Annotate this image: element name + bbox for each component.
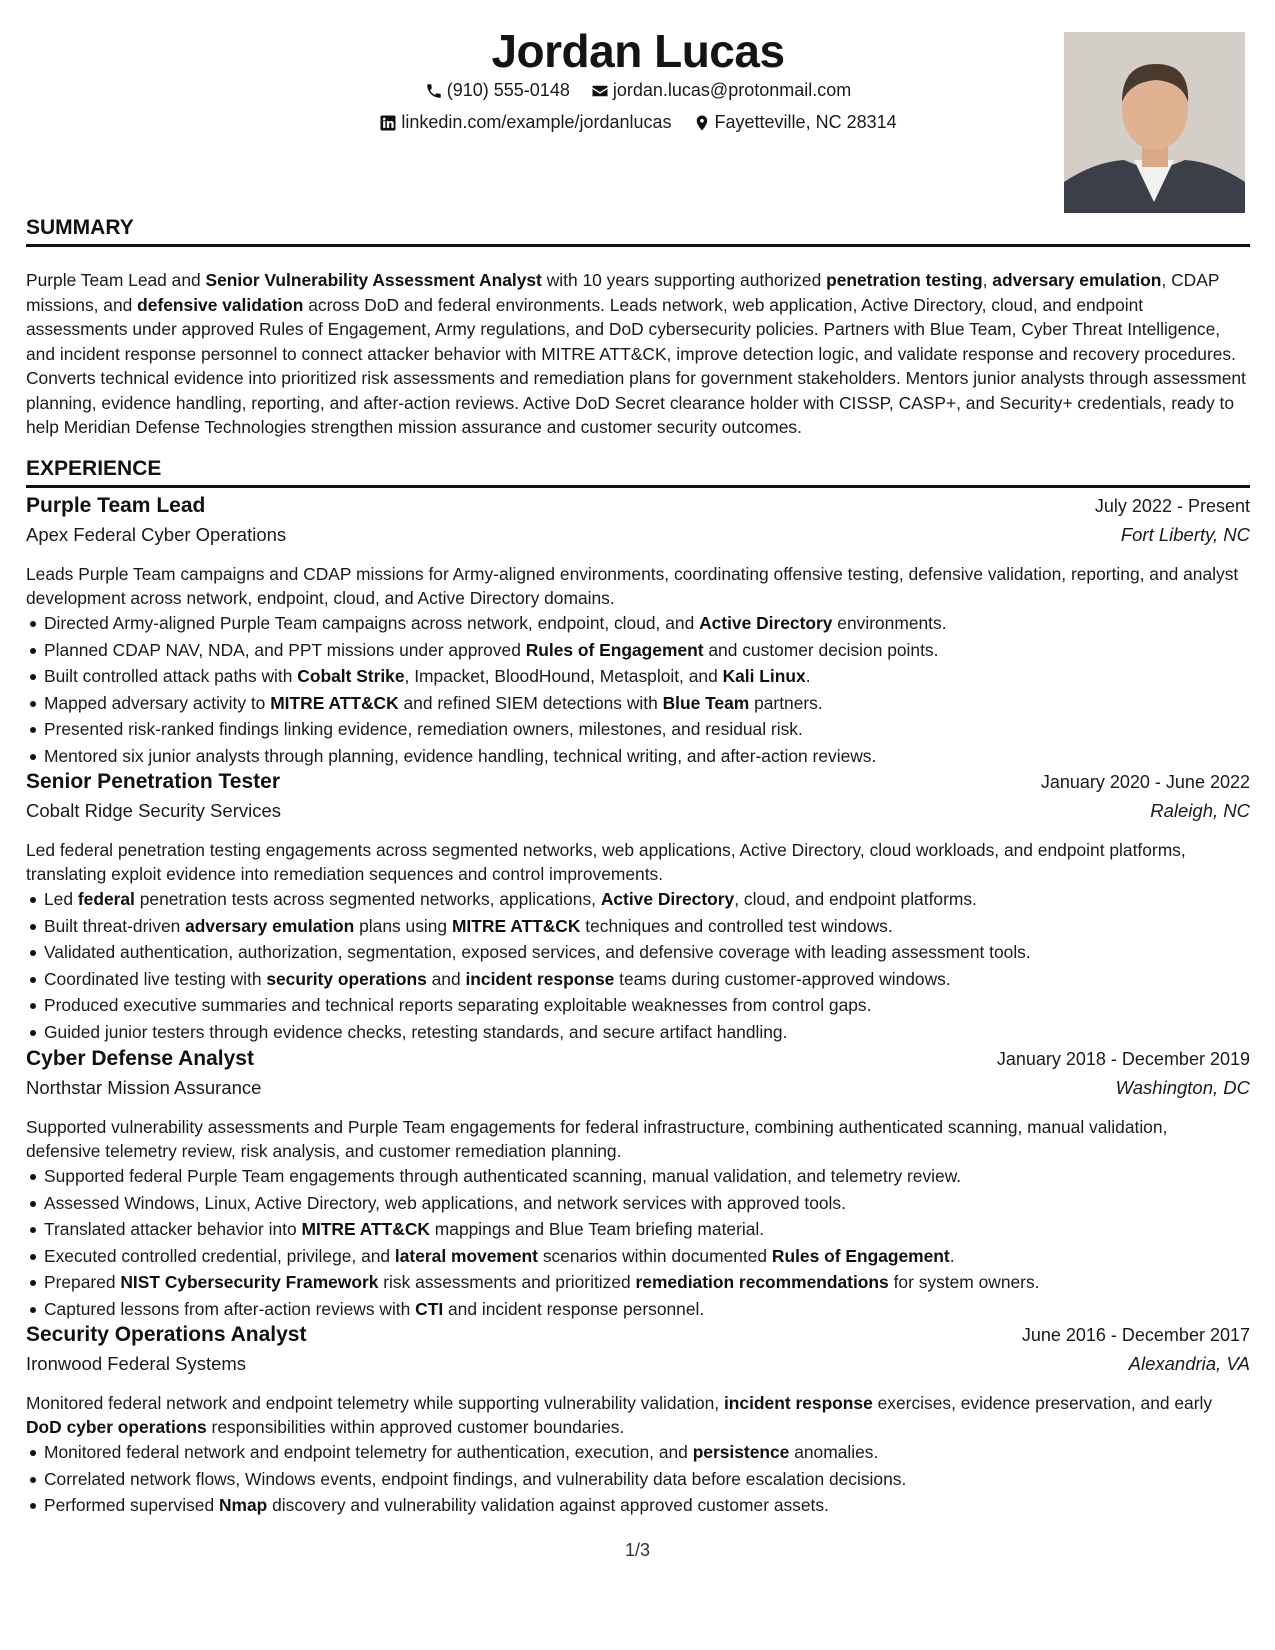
job-bullet <box>44 663 1250 690</box>
job-bullet-text: and incident response personnel. <box>443 1298 705 1319</box>
job-bullet-emphasis: MITRE ATT&CK <box>451 915 581 936</box>
job-title: Cyber Defense Analyst <box>26 1047 254 1070</box>
job-title: Security Operations Analyst <box>26 1323 307 1346</box>
job-bullet <box>44 743 1250 770</box>
job-bullet <box>44 637 1250 664</box>
job-description <box>26 838 1242 886</box>
job-company-row <box>26 800 1250 832</box>
job-bullet <box>44 1243 1250 1270</box>
job-bullet-text: Directed Army-aligned Purple Team campaigns across network, endpoint, cloud, and <box>44 613 700 633</box>
job-bullet-text: mappings and Blue Team briefing material. <box>429 1219 765 1239</box>
summary-paragraph <box>26 268 1246 440</box>
job-bullet-list <box>26 886 1250 1045</box>
job-bullet-text: . <box>805 666 811 686</box>
job-bullet-emphasis: Active Directory <box>699 613 833 633</box>
job-bullet <box>44 1492 1250 1519</box>
linkedin-icon <box>379 114 397 132</box>
job-bullet-text: environments. <box>832 613 947 633</box>
job-bullet-emphasis: Nmap <box>218 1495 268 1515</box>
job-company-row <box>26 524 1250 556</box>
job-dates: January 2020 - June 2022 <box>1040 772 1250 792</box>
job-bullet <box>44 690 1250 717</box>
job-bullet-list <box>26 1439 1250 1519</box>
job-bullet-emphasis: persistence <box>692 1442 790 1462</box>
email-address[interactable]: jordan.lucas@protonmail.com <box>612 80 852 100</box>
candidate-name: Jordan Lucas <box>491 25 785 77</box>
job-bullet-emphasis: NIST Cybersecurity Framework <box>120 1272 379 1292</box>
job-location: Fort Liberty, NC <box>1120 524 1250 545</box>
summary-text: with 10 years supporting authorized <box>541 270 827 290</box>
job-dates: January 2018 - December 2019 <box>996 1049 1250 1069</box>
job-entry <box>26 770 1250 1045</box>
job-bullet-text: Supported federal Purple Team engagements through authenticated scanning, manual validation, and telemetry review. <box>44 1166 962 1186</box>
profile-photo <box>1064 32 1245 213</box>
job-entry <box>26 494 1250 769</box>
job-bullet <box>44 716 1250 743</box>
job-bullet-text: scenarios within documented <box>537 1245 772 1266</box>
job-description-text: Monitored federal network and endpoint telemetry while supporting vulnerability validation, <box>26 1393 724 1413</box>
job-bullet-text: Led <box>44 889 78 909</box>
job-description-text: exercises, evidence preservation, and early <box>872 1393 1213 1413</box>
job-bullet-text: Mapped adversary activity to <box>44 692 271 713</box>
job-location: Alexandria, VA <box>1128 1353 1250 1374</box>
job-bullet-text: and <box>426 968 466 989</box>
job-company-row <box>26 1077 1250 1109</box>
job-description <box>26 1391 1242 1439</box>
job-title-row <box>26 1047 1250 1077</box>
job-bullet <box>44 1439 1250 1466</box>
job-bullet-emphasis: Rules of Engagement <box>771 1245 950 1266</box>
job-bullet-text: anomalies. <box>789 1442 879 1462</box>
job-bullet-text: . <box>949 1245 955 1266</box>
job-bullet-text: Mentored six junior analysts through planning, evidence handling, technical writing, and after-action reviews. <box>44 745 877 766</box>
job-bullet-text: , cloud, and endpoint platforms. <box>734 889 977 909</box>
job-bullet-emphasis: Kali Linux <box>722 666 806 686</box>
job-bullet-emphasis: adversary emulation <box>185 915 355 936</box>
summary-emphasis: adversary emulation <box>992 270 1162 290</box>
job-bullet-text: risk assessments and prioritized <box>378 1272 636 1292</box>
job-bullet-text: Monitored federal network and endpoint telemetry for authentication, execution, and <box>44 1442 693 1462</box>
job-bullet-list <box>26 610 1250 769</box>
job-bullet-text: techniques and controlled test windows. <box>580 915 893 936</box>
job-bullet-emphasis: Blue Team <box>662 692 750 713</box>
job-bullet <box>44 610 1250 637</box>
job-bullet-emphasis: security operations <box>266 968 427 989</box>
summary-emphasis: defensive validation <box>137 294 304 315</box>
job-bullet-text: and customer decision points. <box>703 639 939 660</box>
job-bullet <box>44 913 1250 940</box>
summary-text: Purple Team Lead and <box>26 270 206 290</box>
linkedin-contact[interactable] <box>379 112 671 133</box>
job-bullet-text: Built threat-driven <box>44 915 186 936</box>
job-bullet-emphasis: incident response <box>465 968 615 989</box>
experience-heading: EXPERIENCE <box>26 457 1250 488</box>
job-bullet-text: Produced executive summaries and technical reports separating exploitable weaknesses from control gaps. <box>44 995 872 1015</box>
job-bullet-text: Prepared <box>44 1272 121 1292</box>
job-bullet-text: Guided junior testers through evidence checks, retesting standards, and secure artifact handling. <box>44 1021 788 1042</box>
summary-text: , <box>982 270 993 290</box>
page-number: 1/3 <box>624 1540 651 1560</box>
location-text: Fayetteville, NC 28314 <box>714 112 897 132</box>
job-company: Northstar Mission Assurance <box>26 1077 262 1098</box>
job-bullet-emphasis: remediation recommendations <box>635 1272 889 1292</box>
job-bullet <box>44 939 1250 966</box>
envelope-icon <box>591 82 609 100</box>
job-location: Washington, DC <box>1115 1077 1250 1098</box>
job-bullet-text: teams during customer-approved windows. <box>614 968 951 989</box>
job-bullet-text: partners. <box>749 692 823 713</box>
job-location: Raleigh, NC <box>1150 800 1250 821</box>
job-bullet-text: and refined SIEM detections with <box>398 692 663 713</box>
job-bullet <box>44 966 1250 993</box>
job-bullet-emphasis: Cobalt Strike <box>297 666 405 686</box>
job-bullet-text: , Impacket, BloodHound, Metasploit, and <box>404 666 723 686</box>
job-title: Purple Team Lead <box>26 494 206 517</box>
phone-number: (910) 555-0148 <box>446 80 570 100</box>
job-company: Apex Federal Cyber Operations <box>26 524 287 545</box>
job-dates: July 2022 - Present <box>1094 496 1250 516</box>
job-description-text: Supported vulnerability assessments and Purple Team engagements for federal infrastructure, combining authenticated scanning, manual validation, defensive telemetry review, risk analysis, and customer remediation planning. <box>26 1117 1168 1161</box>
phone-icon <box>425 82 443 100</box>
job-bullet-text: Validated authentication, authorization, segmentation, exposed services, and defensive coverage with leading assessment tools. <box>44 942 1031 962</box>
job-bullet-text: penetration tests across segmented networks, applications, <box>134 889 601 909</box>
job-bullet-text: Presented risk-ranked findings linking evidence, remediation owners, milestones, and residual risk. <box>44 719 803 739</box>
job-company: Ironwood Federal Systems <box>26 1353 247 1374</box>
job-bullet <box>44 1190 1250 1217</box>
job-entry <box>26 1323 1250 1519</box>
job-bullet-emphasis: Rules of Engagement <box>525 639 704 660</box>
job-bullet <box>44 1269 1250 1296</box>
job-dates: June 2016 - December 2017 <box>1021 1325 1250 1345</box>
job-bullet-text: Planned CDAP NAV, NDA, and PPT missions under approved <box>44 639 526 660</box>
summary-heading: SUMMARY <box>26 216 1250 247</box>
job-description <box>26 1115 1242 1163</box>
job-bullet-text: Performed supervised <box>44 1495 219 1515</box>
job-bullet-emphasis: MITRE ATT&CK <box>301 1219 430 1239</box>
job-bullet-list <box>26 1163 1250 1322</box>
job-title-row <box>26 770 1250 800</box>
job-bullet-emphasis: CTI <box>415 1298 444 1319</box>
job-bullet-text: Coordinated live testing with <box>44 968 267 989</box>
summary-text: , CDAP missions, and <box>26 270 1220 315</box>
job-bullet <box>44 1019 1250 1046</box>
job-entry <box>26 1047 1250 1322</box>
job-title-row <box>26 1323 1250 1353</box>
job-company-row <box>26 1353 1250 1385</box>
job-description-text: responsibilities within approved customer boundaries. <box>206 1417 625 1437</box>
job-bullet <box>44 1163 1250 1190</box>
job-bullet-text: Built controlled attack paths with <box>44 666 298 686</box>
job-bullet <box>44 886 1250 913</box>
email-contact[interactable] <box>591 80 851 101</box>
job-bullet-text: Executed controlled credential, privilege, and <box>44 1245 395 1266</box>
job-bullet-emphasis: federal <box>77 889 135 909</box>
resume-header <box>26 20 1250 220</box>
job-bullet-text: Correlated network flows, Windows events, endpoint findings, and vulnerability data before escalation decisions. <box>44 1468 907 1489</box>
job-bullet <box>44 1296 1250 1323</box>
job-bullet-emphasis: MITRE ATT&CK <box>270 692 399 713</box>
job-bullet <box>44 992 1250 1019</box>
summary-emphasis: penetration testing <box>826 270 983 290</box>
job-bullet-emphasis: Active Directory <box>600 889 735 909</box>
job-bullet-text: discovery and vulnerability validation against approved customer assets. <box>267 1495 829 1515</box>
job-bullet-text: for system owners. <box>888 1272 1040 1292</box>
linkedin-url[interactable]: linkedin.com/example/jordanlucas <box>401 112 672 132</box>
map-pin-icon <box>693 114 711 132</box>
job-description <box>26 562 1242 610</box>
job-description-text: Leads Purple Team campaigns and CDAP missions for Army-aligned environments, coordinating offensive testing, defensive validation, reporting, and analyst development across network, endpoint, cloud, and Active Directory domains. <box>26 564 1239 608</box>
job-bullet-text: Translated attacker behavior into <box>44 1219 302 1239</box>
job-bullet-text: Assessed Windows, Linux, Active Directory, web applications, and network services with approved tools. <box>44 1192 846 1213</box>
job-bullet <box>44 1466 1250 1493</box>
job-description-text: Led federal penetration testing engagements across segmented networks, web applications, Active Directory, cloud workloads, and endpoint platforms, translating exploit evidence into remediation sequences and control improvements. <box>26 840 1186 884</box>
phone-contact <box>425 80 570 101</box>
job-bullet-text: Captured lessons from after-action reviews with <box>44 1298 416 1319</box>
job-bullet-text: plans using <box>354 915 452 936</box>
job-title: Senior Penetration Tester <box>26 770 281 793</box>
job-title-row <box>26 494 1250 524</box>
job-description-emphasis: DoD cyber operations <box>26 1417 207 1437</box>
location-contact <box>693 112 897 133</box>
job-description-emphasis: incident response <box>723 1393 873 1413</box>
summary-emphasis: Senior Vulnerability Assessment Analyst <box>205 270 542 290</box>
job-company: Cobalt Ridge Security Services <box>26 800 281 821</box>
summary-text: across DoD and federal environments. Leads network, web application, Active Directory, cloud, and endpoint assessments under approved Rules of Engagement, Army regulations, and DoD cybersecurity policies. Partners with Blue Team, Cyber Threat Intelligence, and incident response personnel to connect attacker behavior with MITRE ATT&CK, improve detection logic, and validate response and recovery procedures. Converts technical evidence into prioritized risk assessments and remediation plans for government stakeholders. Mentors junior analysts through assessment planning, evidence handling, reporting, and after-action reviews. Active DoD Secret clearance holder with CISSP, CASP+, and Security+ credentials, ready to help Meridian Defense Technologies strengthen mission assurance and customer security outcomes. <box>26 294 1246 437</box>
job-bullet-emphasis: lateral movement <box>394 1245 538 1266</box>
job-bullet <box>44 1216 1250 1243</box>
